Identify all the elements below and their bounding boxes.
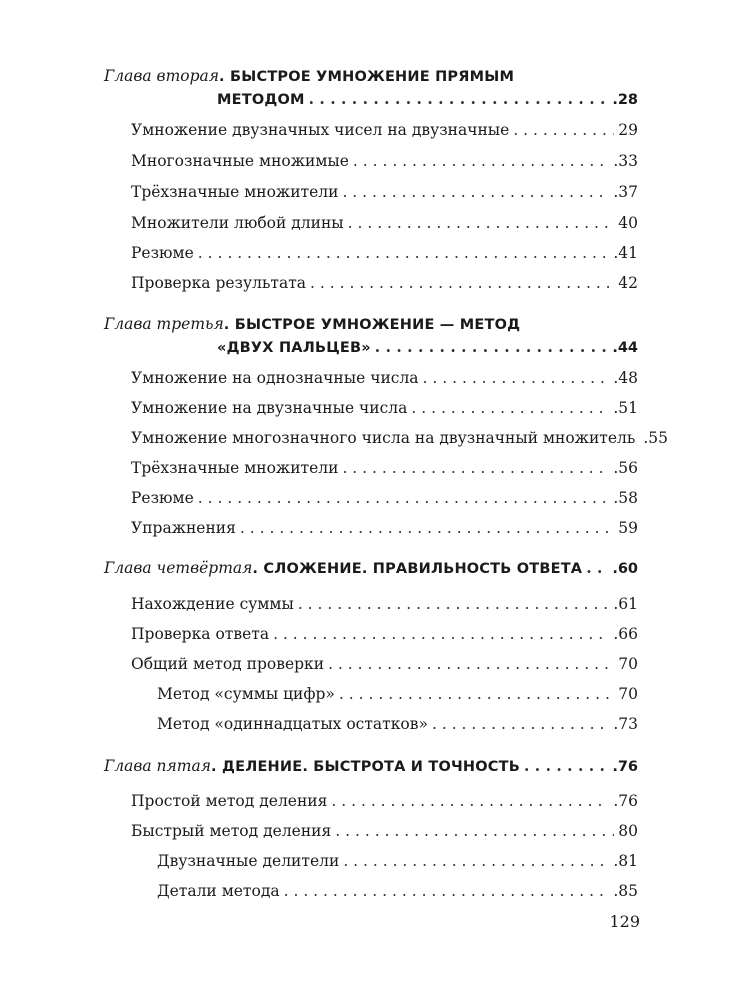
- dot-leader: [375, 337, 609, 357]
- entry-page: .61: [613, 595, 638, 613]
- dot-leader: [348, 213, 615, 233]
- chapter-page: .44: [612, 340, 638, 356]
- entry-page: .76: [613, 792, 638, 810]
- entry-label: Многозначные множимые: [131, 152, 349, 170]
- toc-entry: [131, 368, 638, 390]
- entry-label: Трёхзначные множители: [131, 459, 339, 477]
- dot-leader: [513, 120, 614, 140]
- entry-label: Быстрый метод деления: [131, 822, 332, 840]
- entry-page: .85: [613, 882, 638, 900]
- entry-page: .66: [613, 625, 638, 643]
- entry-page: .51: [613, 399, 638, 417]
- toc-entry: [131, 458, 638, 480]
- dot-leader: [339, 684, 614, 704]
- dot-leader: [328, 654, 614, 674]
- entry-label: Умножение на однозначные числа: [131, 369, 419, 387]
- entry-page: 80: [618, 822, 638, 840]
- dot-leader: [331, 791, 609, 811]
- toc-entry: [131, 791, 638, 813]
- toc-subentry: [157, 851, 638, 873]
- dot-leader: [353, 151, 609, 171]
- dot-leader: [335, 821, 614, 841]
- entry-page: 70: [618, 685, 638, 703]
- toc-entry: [131, 273, 638, 295]
- chapter-title: БЫСТРОЕ УМНОЖЕНИЕ — МЕТОД: [234, 317, 521, 333]
- chapter-heading: Глава вторая . БЫСТРОЕ УМНОЖЕНИЕ ПРЯМЫМ: [104, 67, 515, 85]
- chapter-page: .28: [612, 92, 638, 108]
- entry-label: Трёхзначные множители: [131, 183, 339, 201]
- dot-leader: [423, 368, 610, 388]
- chapter-title: МЕТОДОМ: [217, 92, 305, 108]
- chapter-heading: Глава четвёртая . СЛОЖЕНИЕ. ПРАВИЛЬНОСТЬ ОТВЕТА . . . .60: [104, 558, 638, 580]
- toc-subentry: [157, 881, 638, 903]
- entry-label: Метод «одиннадцатых остатков»: [157, 715, 428, 733]
- entry-label: Метод «суммы цифр»: [157, 685, 335, 703]
- entry-label: Простой метод деления: [131, 792, 328, 810]
- entry-page: .58: [613, 489, 638, 507]
- entry-page: 40: [618, 214, 638, 232]
- chapter-title: БЫСТРОЕ УМНОЖЕНИЕ ПРЯМЫМ: [230, 69, 515, 85]
- entry-page: .41: [613, 244, 638, 262]
- dot-leader: [524, 756, 608, 776]
- toc-entry: [131, 821, 638, 843]
- entry-page: .48: [613, 369, 638, 387]
- chapter-title: «ДВУХ ПАЛЬЦЕВ»: [217, 340, 371, 356]
- dot-leader: [343, 851, 609, 871]
- entry-label: Умножение многозначного числа на двузначный множитель: [131, 429, 636, 447]
- dot-leader: [310, 273, 614, 293]
- toc-entry: [131, 398, 638, 420]
- entry-label: Упражнения: [131, 519, 236, 537]
- entry-page: 59: [618, 519, 638, 537]
- toc-entry: [131, 182, 638, 204]
- chapter-heading-continued: [217, 89, 638, 111]
- chapter-prefix: Глава четвёртая: [104, 559, 253, 577]
- dot-leader: [411, 398, 609, 418]
- entry-label: Резюме: [131, 244, 194, 262]
- dot-leader: [586, 558, 608, 578]
- dot-leader: [240, 518, 614, 538]
- dot-leader: [342, 458, 609, 478]
- chapter-page: .60: [612, 561, 638, 577]
- entry-label: Умножение двузначных чисел на двузначные: [131, 121, 510, 139]
- chapter-title: ДЕЛЕНИЕ. БЫСТРОТА И ТОЧНОСТЬ: [221, 759, 520, 775]
- toc-entry: [131, 213, 638, 235]
- entry-label: Резюме: [131, 489, 194, 507]
- entry-label: Проверка ответа: [131, 625, 270, 643]
- dot-leader: [432, 714, 609, 734]
- toc-subentry: [157, 714, 638, 736]
- entry-label: Умножение на двузначные числа: [131, 399, 408, 417]
- dot-leader: [198, 488, 610, 508]
- entry-label: Детали метода: [157, 882, 280, 900]
- chapter-prefix: Глава пятая: [104, 757, 212, 775]
- entry-page: .81: [613, 852, 638, 870]
- toc-entry: [131, 488, 638, 510]
- dot-leader: [198, 243, 610, 263]
- entry-page: .73: [613, 715, 638, 733]
- entry-page: 70: [618, 655, 638, 673]
- entry-page: .56: [613, 459, 638, 477]
- entry-page: 29: [618, 121, 638, 139]
- entry-page: .55: [643, 429, 668, 447]
- entry-page: 42: [618, 274, 638, 292]
- toc-entry: [131, 243, 638, 265]
- page-number: 129: [609, 912, 640, 931]
- entry-page: .37: [613, 183, 638, 201]
- entry-label: Двузначные делители: [157, 852, 340, 870]
- chapter-page: .76: [612, 759, 638, 775]
- chapter-heading: Глава третья . БЫСТРОЕ УМНОЖЕНИЕ — МЕТОД: [104, 315, 521, 333]
- dot-leader: [298, 594, 610, 614]
- chapter-title: СЛОЖЕНИЕ. ПРАВИЛЬНОСТЬ ОТВЕТА: [263, 561, 583, 577]
- toc-entry: [131, 654, 638, 676]
- toc-entry: [131, 518, 638, 540]
- chapter-heading: Глава пятая . ДЕЛЕНИЕ. БЫСТРОТА И ТОЧНОСТЬ . . . .76: [104, 756, 638, 778]
- entry-label: Общий метод проверки: [131, 655, 325, 673]
- entry-page: .33: [613, 152, 638, 170]
- chapter-prefix: Глава вторая: [104, 67, 220, 85]
- entry-label: Проверка результата: [131, 274, 307, 292]
- toc-entry: [131, 120, 638, 142]
- dot-leader: [273, 624, 609, 644]
- entry-label: Множители любой длины: [131, 214, 344, 232]
- toc-entry: [131, 594, 638, 616]
- dot-leader: [309, 89, 609, 109]
- dot-leader: [284, 881, 610, 901]
- entry-label: Нахождение суммы: [131, 595, 294, 613]
- dot-leader: [342, 182, 609, 202]
- toc-entry: [131, 151, 638, 173]
- chapter-prefix: Глава третья: [104, 315, 224, 333]
- chapter-heading-continued: [217, 337, 638, 359]
- toc-entry: [131, 624, 638, 646]
- toc-subentry: [157, 684, 638, 706]
- toc-entry: [131, 428, 668, 450]
